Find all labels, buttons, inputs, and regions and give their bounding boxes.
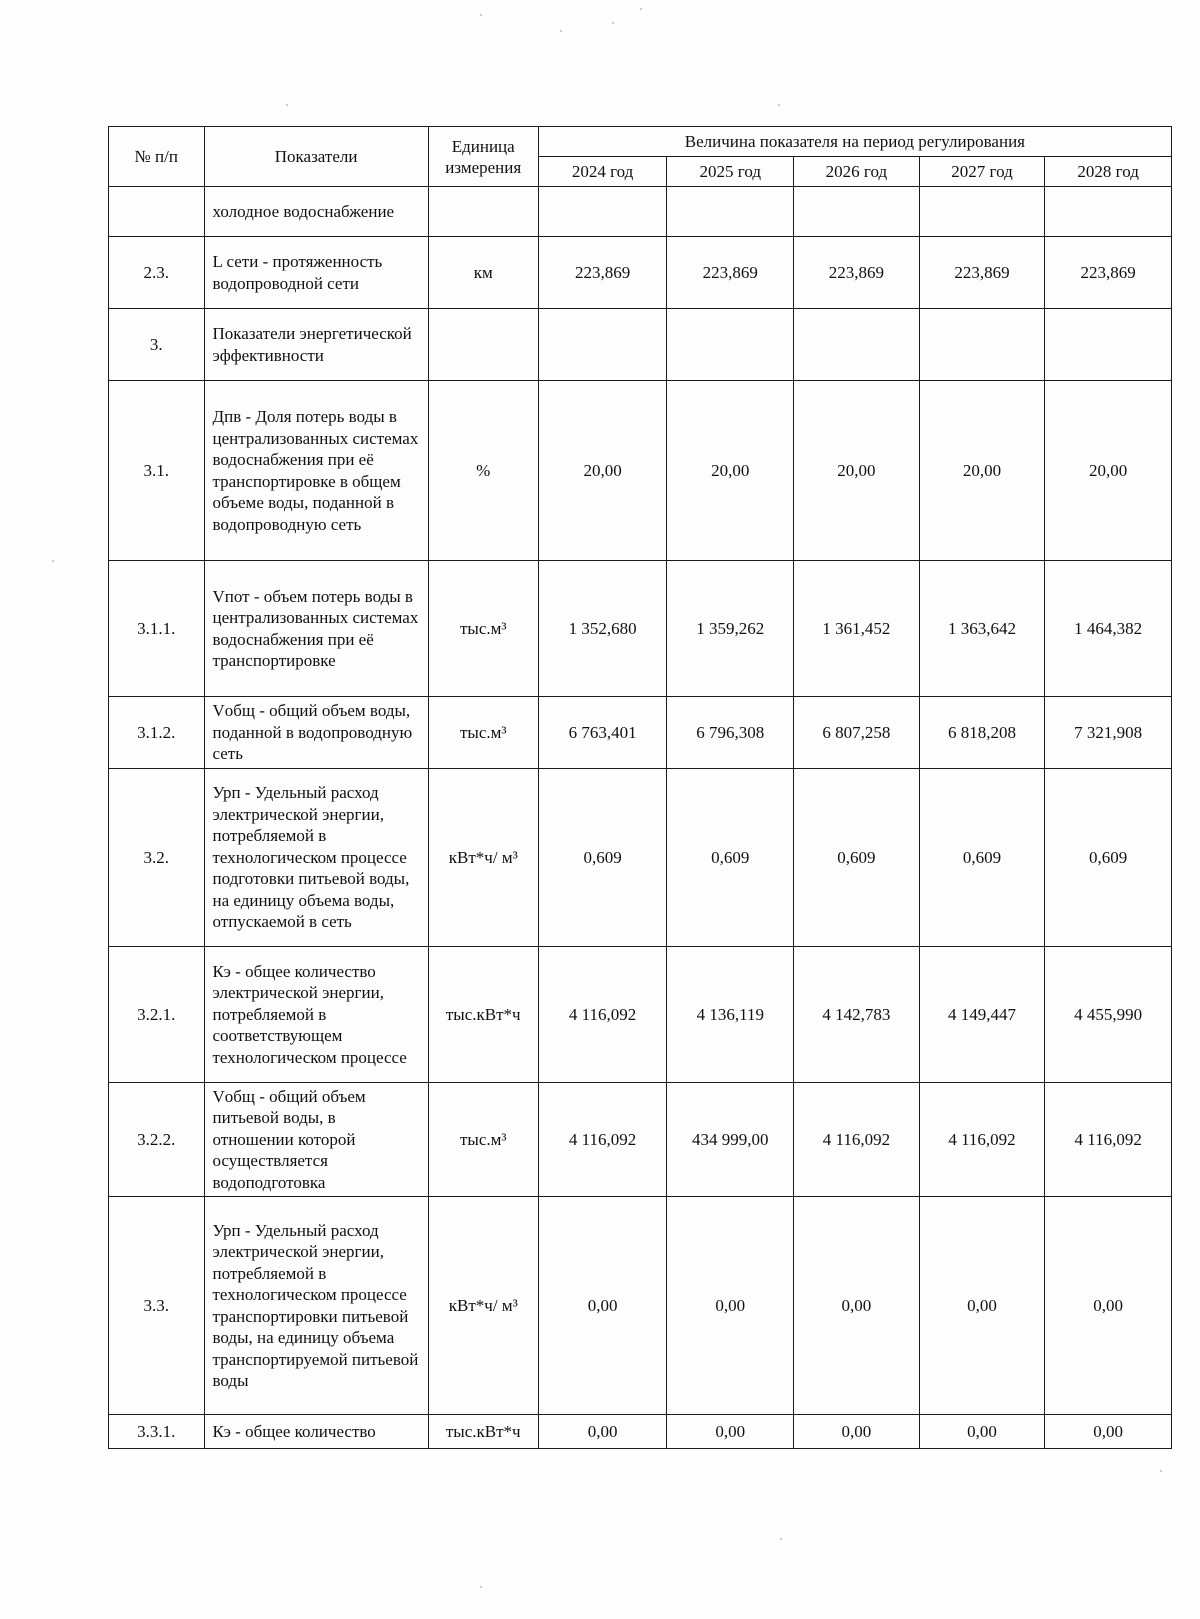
- row-value-2027: 20,00: [919, 381, 1045, 561]
- row-unit: км: [428, 237, 538, 309]
- table-row: [109, 1415, 1172, 1449]
- row-indicator: Vобщ - общий объем воды, поданной в водопроводную сеть: [204, 697, 428, 769]
- row-unit: тыс.м³: [428, 1083, 538, 1197]
- row-value-2025: 0,00: [667, 1197, 794, 1415]
- row-number: 3.3.1.: [109, 1415, 205, 1449]
- scan-speck: [480, 14, 482, 16]
- row-number: 3.3.: [109, 1197, 205, 1415]
- table-row: [109, 769, 1172, 947]
- row-value-2027: 0,00: [919, 1197, 1045, 1415]
- row-value-2027: 4 149,447: [919, 947, 1045, 1083]
- row-value-2026: 20,00: [794, 381, 920, 561]
- header-year-2024: 2024 год: [538, 157, 667, 187]
- row-value-2026: 0,00: [794, 1197, 920, 1415]
- indicators-table: [108, 126, 1172, 1449]
- header-row: [109, 127, 1172, 157]
- row-value-2028: 7 321,908: [1045, 697, 1172, 769]
- row-value-2024: 20,00: [538, 381, 667, 561]
- row-unit: тыс.кВт*ч: [428, 1415, 538, 1449]
- row-number: 3.1.1.: [109, 561, 205, 697]
- row-value-2028: [1045, 309, 1172, 381]
- row-unit: %: [428, 381, 538, 561]
- table-row: [109, 1197, 1172, 1415]
- row-value-2026: 0,00: [794, 1415, 920, 1449]
- scan-speck: [1160, 1470, 1162, 1472]
- row-value-2024: [538, 187, 667, 237]
- row-indicator: Кэ - общее количество: [204, 1415, 428, 1449]
- table-row: [109, 947, 1172, 1083]
- row-number: 3.1.2.: [109, 697, 205, 769]
- table-body: [109, 187, 1172, 1449]
- row-value-2026: [794, 187, 920, 237]
- row-value-2024: 6 763,401: [538, 697, 667, 769]
- header-year-2028: 2028 год: [1045, 157, 1172, 187]
- scan-speck: [780, 1538, 782, 1540]
- row-value-2028: 4 455,990: [1045, 947, 1172, 1083]
- row-value-2024: 1 352,680: [538, 561, 667, 697]
- row-value-2028: 223,869: [1045, 237, 1172, 309]
- row-number: 3.2.: [109, 769, 205, 947]
- row-value-2025: 4 136,119: [667, 947, 794, 1083]
- row-indicator: Урп - Удельный расход электрической энергии, потребляемой в технологическом процессе транспортировки питьевой воды, на единицу объема транспортируемой питьевой воды: [204, 1197, 428, 1415]
- table-row: [109, 309, 1172, 381]
- scan-speck: [560, 30, 562, 32]
- row-unit: [428, 309, 538, 381]
- row-number: 3.2.1.: [109, 947, 205, 1083]
- row-value-2027: 6 818,208: [919, 697, 1045, 769]
- header-indicators: Показатели: [204, 127, 428, 187]
- scan-speck: [640, 8, 642, 10]
- row-value-2025: 223,869: [667, 237, 794, 309]
- header-unit: Единица измерения: [428, 127, 538, 187]
- header-num: № п/п: [109, 127, 205, 187]
- row-number: 3.1.: [109, 381, 205, 561]
- row-indicator: Урп - Удельный расход электрической энергии, потребляемой в технологическом процессе подготовки питьевой воды, на единицу объема воды, отпускаемой в сеть: [204, 769, 428, 947]
- row-value-2027: [919, 187, 1045, 237]
- row-value-2025: 0,609: [667, 769, 794, 947]
- table-row: [109, 697, 1172, 769]
- row-value-2027: 0,00: [919, 1415, 1045, 1449]
- row-value-2024: 4 116,092: [538, 947, 667, 1083]
- scan-speck: [778, 104, 780, 106]
- row-number: [109, 187, 205, 237]
- row-number: 3.2.2.: [109, 1083, 205, 1197]
- row-value-2024: 0,00: [538, 1415, 667, 1449]
- header-year-2026: 2026 год: [794, 157, 920, 187]
- row-value-2025: 20,00: [667, 381, 794, 561]
- scan-speck: [480, 1586, 482, 1588]
- row-unit: тыс.м³: [428, 697, 538, 769]
- table-row: [109, 187, 1172, 237]
- row-value-2028: 20,00: [1045, 381, 1172, 561]
- row-unit: тыс.кВт*ч: [428, 947, 538, 1083]
- row-value-2028: 0,00: [1045, 1197, 1172, 1415]
- row-indicator: Кэ - общее количество электрической энергии, потребляемой в соответствующем технологическом процессе: [204, 947, 428, 1083]
- row-value-2026: 6 807,258: [794, 697, 920, 769]
- row-value-2025: 1 359,262: [667, 561, 794, 697]
- row-indicator: Vпот - объем потерь воды в централизованных системах водоснабжения при её транспортировке: [204, 561, 428, 697]
- row-value-2026: 223,869: [794, 237, 920, 309]
- row-value-2025: 6 796,308: [667, 697, 794, 769]
- row-value-2024: [538, 309, 667, 381]
- row-value-2026: 4 116,092: [794, 1083, 920, 1197]
- row-value-2028: 1 464,382: [1045, 561, 1172, 697]
- row-number: 3.: [109, 309, 205, 381]
- table-row: [109, 381, 1172, 561]
- row-value-2028: 0,609: [1045, 769, 1172, 947]
- row-value-2024: 223,869: [538, 237, 667, 309]
- row-value-2028: 0,00: [1045, 1415, 1172, 1449]
- row-value-2024: 0,00: [538, 1197, 667, 1415]
- row-indicator: Vобщ - общий объем питьевой воды, в отношении которой осуществляется водоподготовка: [204, 1083, 428, 1197]
- row-unit: [428, 187, 538, 237]
- table-row: [109, 1083, 1172, 1197]
- row-indicator: L сети - протяженность водопроводной сети: [204, 237, 428, 309]
- header-year-2027: 2027 год: [919, 157, 1045, 187]
- row-value-2024: 0,609: [538, 769, 667, 947]
- row-value-2026: 4 142,783: [794, 947, 920, 1083]
- row-value-2028: 4 116,092: [1045, 1083, 1172, 1197]
- scan-speck: [612, 22, 614, 24]
- row-indicator: Дпв - Доля потерь воды в централизованных системах водоснабжения при её транспортировке в общем объеме воды, поданной в водопроводную сеть: [204, 381, 428, 561]
- scan-speck: [286, 104, 288, 106]
- row-number: 2.3.: [109, 237, 205, 309]
- table-row: [109, 561, 1172, 697]
- row-value-2027: 223,869: [919, 237, 1045, 309]
- row-value-2024: 4 116,092: [538, 1083, 667, 1197]
- row-unit: кВт*ч/ м³: [428, 769, 538, 947]
- row-indicator: холодное водоснабжение: [204, 187, 428, 237]
- row-value-2027: 4 116,092: [919, 1083, 1045, 1197]
- header-period: Величина показателя на период регулирования: [538, 127, 1171, 157]
- scan-speck: [52, 560, 54, 562]
- row-value-2027: 0,609: [919, 769, 1045, 947]
- row-value-2027: [919, 309, 1045, 381]
- row-value-2026: 1 361,452: [794, 561, 920, 697]
- row-unit: тыс.м³: [428, 561, 538, 697]
- header-year-2025: 2025 год: [667, 157, 794, 187]
- row-value-2025: 0,00: [667, 1415, 794, 1449]
- row-value-2025: [667, 187, 794, 237]
- table-row: [109, 237, 1172, 309]
- row-value-2026: [794, 309, 920, 381]
- row-value-2025: [667, 309, 794, 381]
- row-value-2026: 0,609: [794, 769, 920, 947]
- row-value-2025: 434 999,00: [667, 1083, 794, 1197]
- row-value-2028: [1045, 187, 1172, 237]
- row-value-2027: 1 363,642: [919, 561, 1045, 697]
- row-unit: кВт*ч/ м³: [428, 1197, 538, 1415]
- row-indicator: Показатели энергетической эффективности: [204, 309, 428, 381]
